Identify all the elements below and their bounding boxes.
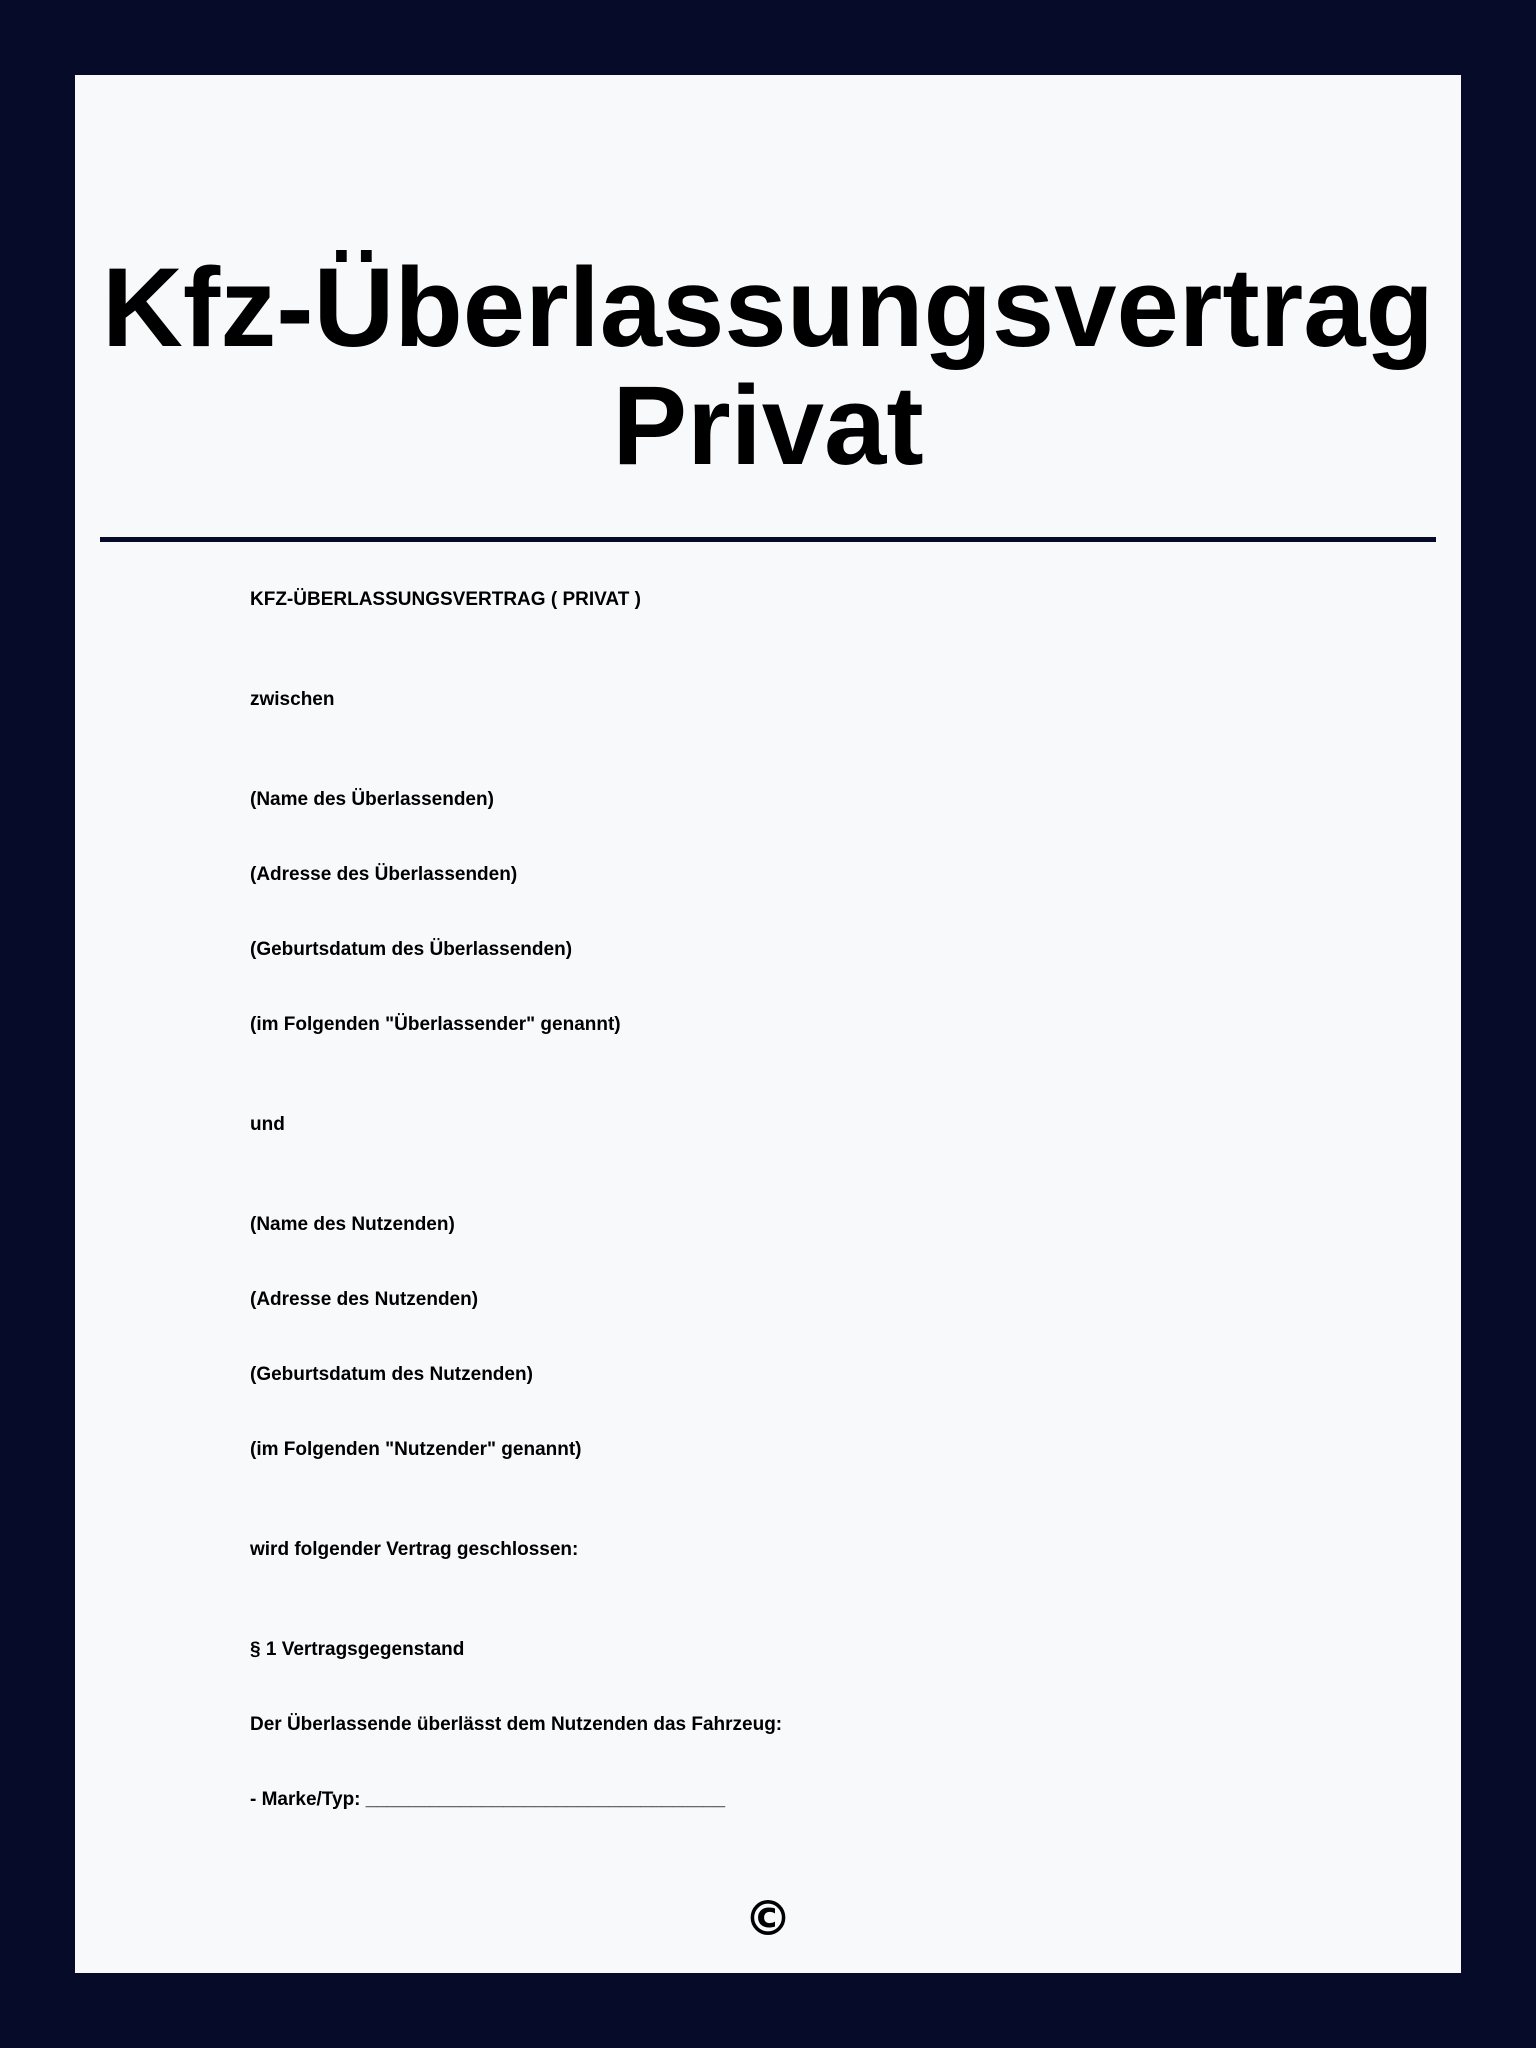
document-title-line-2: Privat	[612, 363, 924, 488]
user-hereinafter: (im Folgenden "Nutzender" genannt)	[250, 1439, 582, 1460]
user-address: (Adresse des Nutzenden)	[250, 1289, 479, 1310]
document-title	[75, 245, 1461, 488]
make-type-line: - Marke/Typ: __________________________________	[250, 1789, 726, 1810]
section-1-text: Der Überlassende überlässt dem Nutzenden das Fahrzeug:	[250, 1714, 783, 1735]
lender-address: (Adresse des Überlassenden)	[250, 864, 518, 885]
document-title-line-1: Kfz-Überlassungsvertrag	[102, 245, 1434, 370]
document-page	[75, 75, 1461, 1973]
lender-hereinafter: (im Folgenden "Überlassender" genannt)	[250, 1014, 621, 1035]
title-divider	[100, 537, 1436, 542]
lender-birthdate: (Geburtsdatum des Überlassenden)	[250, 939, 573, 960]
lender-name: (Name des Überlassenden)	[250, 789, 494, 810]
user-name: (Name des Nutzenden)	[250, 1214, 455, 1235]
copyright-icon: ©	[744, 1891, 792, 1947]
contract-heading: KFZ-ÜBERLASSUNGSVERTRAG ( PRIVAT )	[250, 589, 641, 610]
contract-intro: wird folgender Vertrag geschlossen:	[250, 1539, 579, 1560]
section-1-heading: § 1 Vertragsgegenstand	[250, 1639, 465, 1660]
user-birthdate: (Geburtsdatum des Nutzenden)	[250, 1364, 533, 1385]
between-text: zwischen	[250, 689, 335, 710]
and-text: und	[250, 1114, 285, 1135]
